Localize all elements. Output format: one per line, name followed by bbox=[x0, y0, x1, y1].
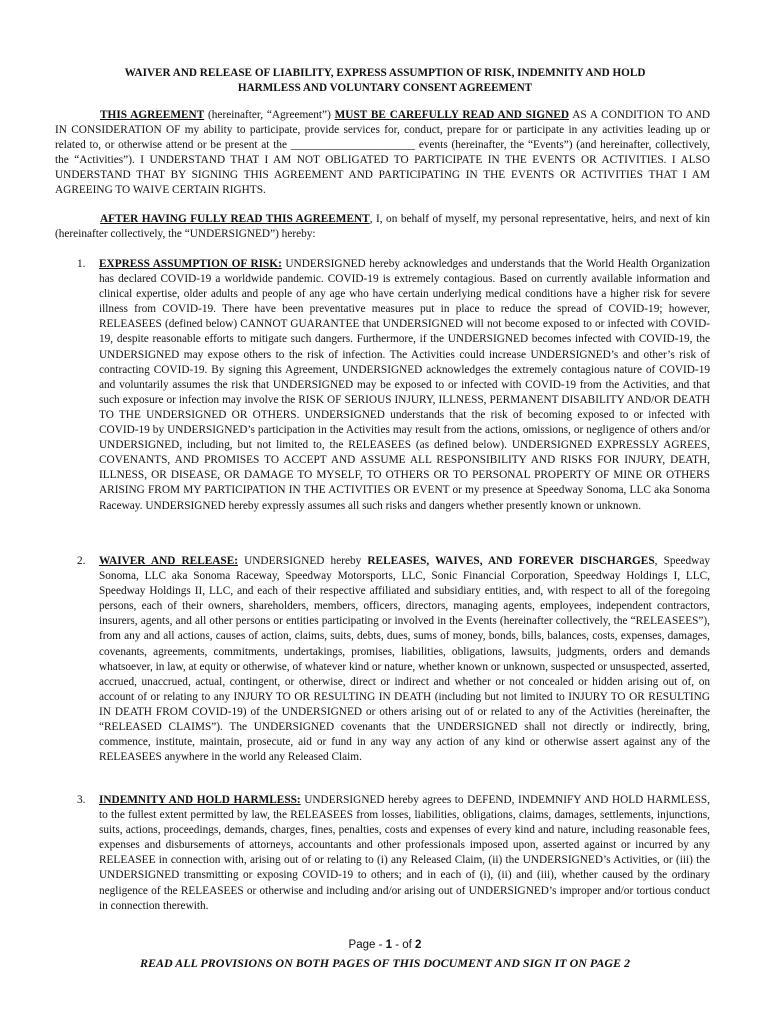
section-number: 1. bbox=[77, 258, 86, 270]
after-text: , I, on behalf of myself, my personal representative, heirs, and next of kin (hereinafter collectively, the “UNDERSIGNED”) hereby: bbox=[55, 213, 710, 241]
section-body bbox=[99, 554, 710, 765]
page-current: 1 bbox=[385, 939, 393, 951]
page-total: 2 bbox=[415, 939, 422, 951]
intro-must: MUST BE CAREFULLY READ AND SIGNED bbox=[334, 109, 570, 121]
title-line-1: WAIVER AND RELEASE OF LIABILITY, EXPRESS ASSUMPTION OF RISK, INDEMNITY AND HOLD bbox=[124, 67, 646, 79]
page-prefix: Page - bbox=[348, 939, 386, 951]
title-line-2: HARMLESS AND VOLUNTARY CONSENT AGREEMENT bbox=[237, 82, 533, 94]
section-text: UNDERSIGNED hereby agrees to DEFEND, INDEMNIFY AND HOLD HARMLESS, to the fullest extent permitted by law, the RELEASEES from losses, liabilities, obligations, claims, damages, settlements, injunctions, suits, actions, proceedings, demands, charges, fines, penalties, costs and expenses of every kind and nature, including reasonable fees, expenses and disbursements of attorneys, accountants and other professionals imposed upon, asserted against or incurred by any RELEASEE in connection with, arising out of or relating to (i) any Released Claim, (ii) the UNDERSIGNED’s Activities, or (iii) the UNDERSIGNED transmitting or exposing COVID-19 to others; and in each of (i), (ii) and (iii), whether caused by the ordinary negligence of the RELEASEES or otherwise and including and/or arising out of UNDERSIGNED’s improper and/or tortious conduct in connection therewith. bbox=[99, 794, 710, 912]
intro-paragraph bbox=[55, 108, 710, 199]
intro-part2: AS A CONDITION TO AND IN CONSIDERATION OF my ability to participate, provide services for, conduct, prepare for or participate in any activities leading up or related to, or otherwise attend or be present at the ______________________ events (hereinafter, the “Events”) (and hereinafter, collectively, the “Activities”). I UNDERSTAND THAT I AM NOT OBLIGATED TO PARTICIPATE IN THE EVENTS OR ACTIVITIES. I ALSO UNDERSTAND THAT BY SIGNING THIS AGREEMENT AND PARTICIPATING IN THE EVENTS OR ACTIVITIES THAT I AM AGREEING TO WAIVE CERTAIN RIGHTS. bbox=[55, 109, 710, 197]
page-of: - of bbox=[392, 939, 416, 951]
section-text: UNDERSIGNED hereby bbox=[238, 555, 368, 567]
intro-lead: THIS AGREEMENT bbox=[100, 109, 205, 121]
section-heading: EXPRESS ASSUMPTION OF RISK: bbox=[99, 258, 282, 270]
after-paragraph bbox=[55, 212, 710, 242]
after-lead: AFTER HAVING FULLY READ THIS AGREEMENT bbox=[100, 213, 370, 225]
section-body bbox=[99, 793, 710, 914]
footer-instruction: READ ALL PROVISIONS ON BOTH PAGES OF THIS DOCUMENT AND SIGN IT ON PAGE 2 bbox=[139, 956, 631, 970]
section-text-continued: , Speedway Sonoma, LLC aka Sonoma Raceway, Speedway Motorsports, LLC, Sonic Financial Corporation, Speedway Holdings I, LLC, Speedway Holdings II, LLC, and each of their respective affiliated and subsidiary entities, and, with respect to all of the foregoing persons, each of their owners, shareholders, members, officers, directors, managing agents, employees, independent contractors, insurers, agents, and all other persons or entities participating or involved in the Events (hereinafter collectively, the “RELEASEES”), from any and all actions, causes of action, claims, suits, debts, dues, sums of money, bonds, bills, balances, costs, expenses, damages, covenants, agreements, commitments, undertakings, promises, liabilities, obligations, lawsuits, judgments, orders and demands whatsoever, in law, at equity or otherwise, of whatever kind or nature, whether known or unknown, suspected or unsuspected, asserted, accrued, unaccrued, actual, contingent, or otherwise, direct or indirect and whether or not concealed or hidden arising out of, on account of or relating to any INJURY TO OR RESULTING IN DEATH (including but not limited to INJURY TO OR RESULTING IN DEATH FROM COVID-19) of the UNDERSIGNED or others arising out of or related to any of the Activities (hereinafter, the “RELEASED CLAIMS”). The UNDERSIGNED covenants that the UNDERSIGNED shall not directly or indirectly, bring, commence, institute, maintain, prosecute, aid or fund in any way any action of any kind or otherwise assert against any of the RELEASEES anywhere in the world any Released Claim. bbox=[99, 555, 710, 764]
section-bold-phrase: RELEASES, WAIVES, AND FOREVER DISCHARGES bbox=[367, 555, 655, 567]
section-number: 2. bbox=[77, 555, 86, 567]
page-number bbox=[0, 939, 770, 951]
section-number: 3. bbox=[77, 794, 86, 806]
document-title bbox=[60, 66, 710, 96]
section-text: UNDERSIGNED hereby acknowledges and understands that the World Health Organization has declared COVID-19 a worldwide pandemic. COVID-19 is extremely contagious. Based on currently available information and clinical expertise, older adults and people of any age who have certain underlying medical conditions have a higher risk for severe illness from COVID-19. There have been preventative measures put in place to reduce the spread of COVID-19; however, RELEASEES (defined below) CANNOT GUARANTEE that UNDERSIGNED will not become exposed to or infected with COVID-19, despite reasonable efforts to mitigate such dangers. Furthermore, if the UNDERSIGNED becomes infected with COVID-19, the UNDERSIGNED may expose others to the risk of infection. The Activities could increase UNDERSIGNED’s and other’s risk of contracting COVID-19. By signing this Agreement, UNDERSIGNED acknowledges the extremely contagious nature of COVID-19 and voluntarily assumes the risk that UNDERSIGNED may be exposed to or infected with COVID-19 from the Activities, and that such exposure or infection may involve the RISK OF SERIOUS INJURY, ILLNESS, PERMANENT DISABILITY AND/OR DEATH TO THE UNDERSIGNED OR OTHERS. UNDERSIGNED understands that the risk of becoming exposed to or infected with COVID-19 by UNDERSIGNED’s participation in the Activities may result from the actions, omissions, or negligence of others and/or UNDERSIGNED, including, but not limited to, the RELEASEES (as defined below). UNDERSIGNED EXPRESSLY AGREES, COVENANTS, AND PROMISES TO ACCEPT AND ASSUME ALL RESPONSIBILITY AND RISKS FOR INJURY, DEATH, ILLNESS, OR DISEASE, OR DAMAGE TO MYSELF, TO OTHERS OR TO PERSONAL PROPERTY OF MINE OR OTHERS ARISING FROM MY PARTICIPATION IN THE ACTIVITIES OR EVENT or my presence at Speedway Sonoma, LLC aka Sonoma Raceway. UNDERSIGNED hereby expressly assumes all such risks and dangers whether presently known or unknown. bbox=[99, 258, 710, 512]
section-heading: WAIVER AND RELEASE: bbox=[99, 555, 239, 567]
section-heading: INDEMNITY AND HOLD HARMLESS: bbox=[99, 794, 301, 806]
section-body bbox=[99, 257, 710, 514]
intro-part1: (hereinafter, “Agreement”) bbox=[204, 109, 335, 121]
